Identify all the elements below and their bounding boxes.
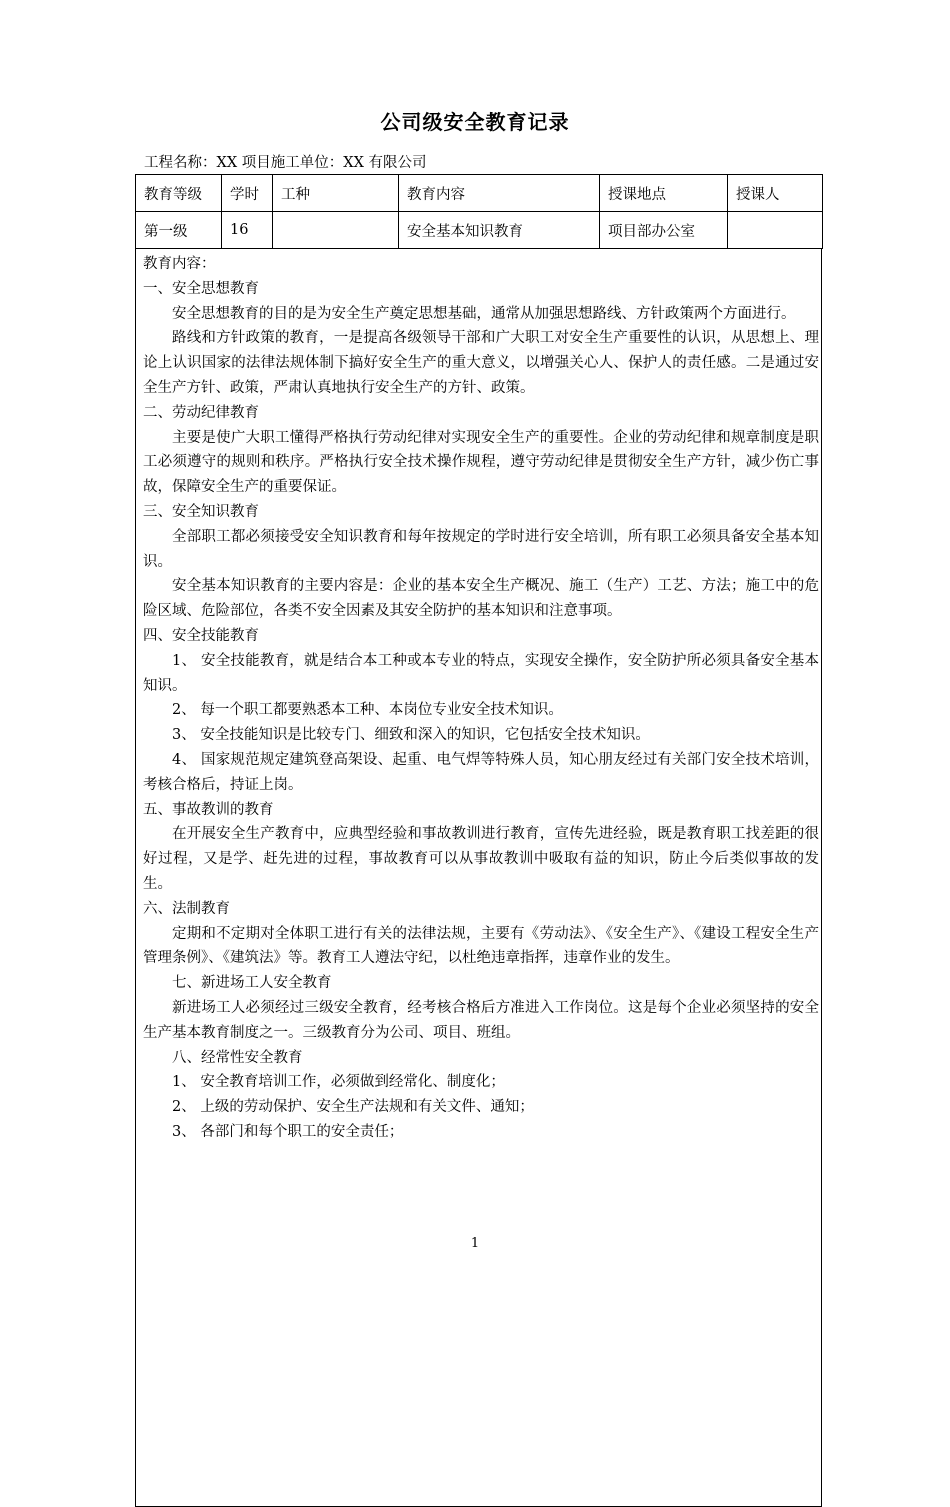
section-heading: 二、劳动纪律教育 — [143, 404, 259, 421]
section-heading: 三、安全知识教育 — [143, 503, 259, 520]
header-instructor: 授课人 — [728, 175, 823, 212]
course-info-table — [135, 174, 823, 249]
cell-location: 项目部办公室 — [600, 212, 728, 249]
cell-content: 安全基本知识教育 — [399, 212, 600, 249]
section-paragraph: 1、 安全技能教育，就是结合本工种或本专业的特点，实现安全操作，安全防护所必须具备安全基本知识。 — [143, 652, 819, 694]
section-paragraph: 安全基本知识教育的主要内容是：企业的基本安全生产概况、施工（生产）工艺、方法；施工中的危险区域、危险部位，各类不安全因素及其安全防护的基本知识和注意事项。 — [143, 578, 819, 620]
header-location: 授课地点 — [600, 175, 728, 212]
cell-level: 第一级 — [136, 212, 222, 249]
section-paragraph: 2、 每一个职工都要熟悉本工种、本岗位专业安全技术知识。 — [172, 702, 563, 719]
section-paragraph: 新进场工人必须经过三级安全教育，经考核合格后方准进入工作岗位。这是每个企业必须坚持的安全生产基本教育制度之一。三级教育分为公司、项目、班组。 — [143, 999, 819, 1041]
section-heading: 五、事故教训的教育 — [143, 801, 274, 818]
section-paragraph: 2、 上级的劳动保护、安全生产法规和有关文件、通知； — [172, 1099, 534, 1116]
section-heading: 四、安全技能教育 — [143, 627, 259, 644]
section-paragraph: 路线和方针政策的教育，一是提高各级领导干部和广大职工对安全生产重要性的认识，从思想上、理论上认识国家的法律法规体制下搞好安全生产的重大意义，以增强关心人、保护人的责任感。二是通过安全生产方针、政策，严肃认真地执行安全生产的方针、政策。 — [143, 330, 819, 396]
page-title: 公司级安全教育记录 — [380, 110, 570, 134]
table-row — [136, 212, 823, 249]
page-number: 1 — [470, 1236, 480, 1251]
section-paragraph: 安全思想教育的目的是为安全生产奠定思想基础，通常从加强思想路线、方针政策两个方面进行。 — [172, 305, 796, 322]
section-paragraph: 1、 安全教育培训工作，必须做到经常化、制度化； — [172, 1074, 505, 1091]
section-heading: 六、法制教育 — [143, 900, 230, 917]
section-paragraph: 主要是使广大职工懂得严格执行劳动纪律对实现安全生产的重要性。企业的劳动纪律和规章制度是职工必须遵守的规则和秩序。严格执行安全技术操作规程，遵守劳动纪律是贯彻安全生产方针，减少伤亡事故，保障安全生产的重要保证。 — [143, 429, 819, 496]
header-level: 教育等级 — [136, 175, 222, 212]
content-label: 教育内容： — [143, 256, 216, 272]
cell-trade — [273, 212, 399, 249]
content-sections — [143, 277, 819, 1145]
section-heading: 七、新进场工人安全教育 — [172, 975, 332, 992]
section-heading: 一、安全思想教育 — [143, 280, 259, 297]
table-header-row — [136, 175, 823, 212]
cell-instructor — [728, 212, 823, 249]
project-line: 工程名称：XX 项目施工单位：XX 有限公司 — [144, 155, 427, 171]
education-content — [143, 252, 819, 1145]
section-paragraph: 3、 安全技能知识是比较专门、细致和深入的知识，它包括安全技术知识。 — [172, 727, 650, 744]
header-content: 教育内容 — [399, 175, 600, 212]
section-paragraph: 全部职工都必须接受安全知识教育和每年按规定的学时进行安全培训，所有职工必须具备安全基本知识。 — [143, 528, 819, 570]
cell-hours: 16 — [222, 212, 273, 249]
section-heading: 八、经常性安全教育 — [172, 1049, 303, 1066]
section-paragraph: 在开展安全生产教育中，应典型经验和事故教训进行教育，宣传先进经验，既是教育职工找差距的很好过程，又是学、赶先进的过程，事故教育可以从事故教训中吸取有益的知识，防止今后类似事故的发生。 — [143, 826, 819, 892]
section-paragraph: 3、 各部门和每个职工的安全责任； — [172, 1123, 404, 1140]
header-trade: 工种 — [273, 175, 399, 212]
section-paragraph: 4、 国家规范规定建筑登高架设、起重、电气焊等特殊人员，知心朋友经过有关部门安全技术培训，考核合格后，持证上岗。 — [143, 751, 819, 793]
header-hours: 学时 — [222, 175, 273, 212]
section-paragraph: 定期和不定期对全体职工进行有关的法律法规，主要有《劳动法》、《安全生产》、《建设工程安全生产管理条例》、《建筑法》等。教育工人遵法守纪，以杜绝违章指挥，违章作业的发生。 — [143, 925, 819, 967]
